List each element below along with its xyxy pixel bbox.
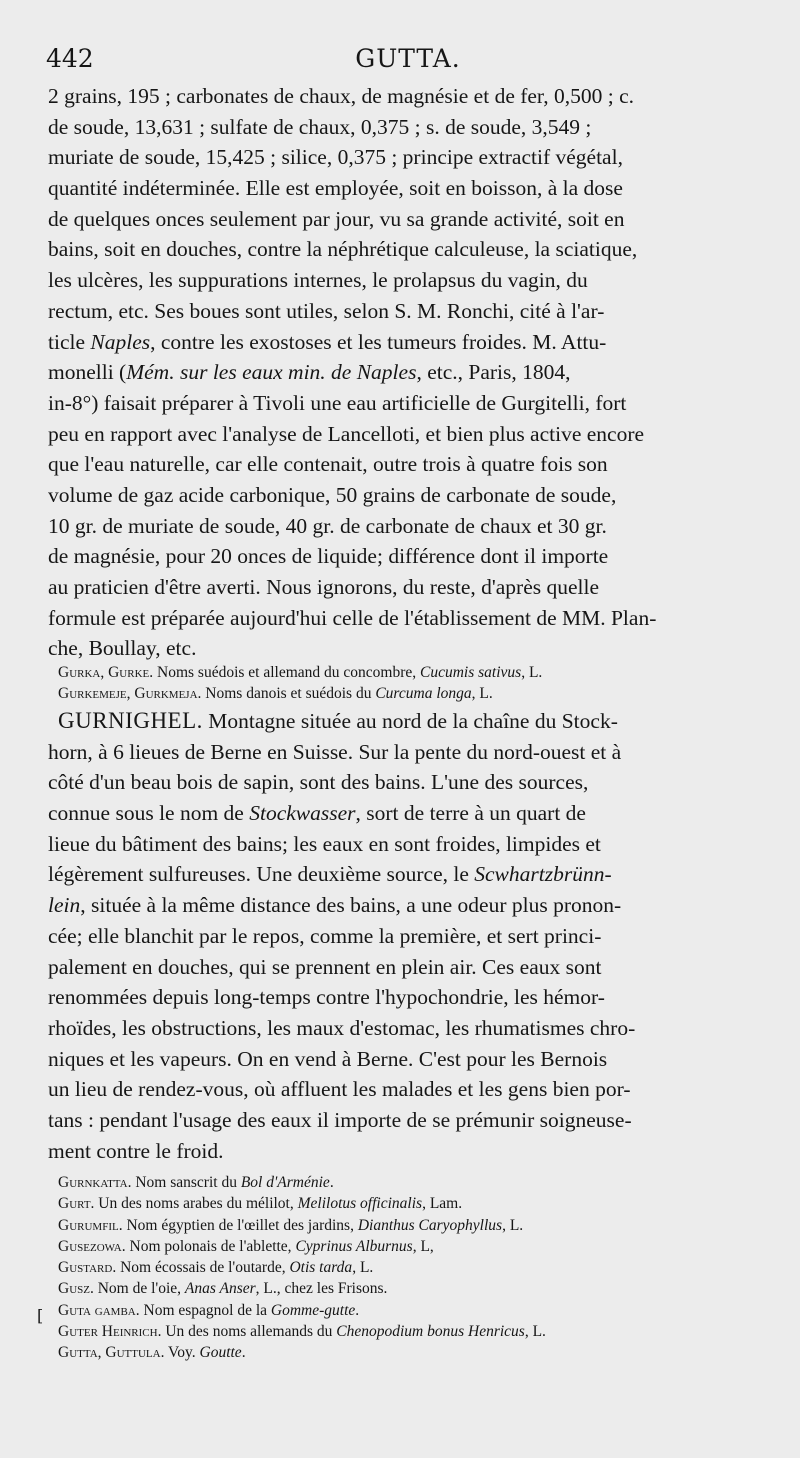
- entry-head: Gusezowa.: [58, 1237, 126, 1255]
- main-paragraph: [48, 81, 778, 664]
- entry-text: Un des noms arabes du mélilot,: [94, 1195, 298, 1213]
- dictionary-entries-a: [48, 662, 778, 705]
- italic-run: Scwhartzbrünn-: [474, 862, 612, 887]
- text-line: rectum, etc. Ses boues sont utiles, selon S. M. Ronchi, cité à l'ar-: [48, 298, 605, 323]
- entry-tail: , L.: [524, 1323, 546, 1341]
- dictionary-entry: [48, 1321, 778, 1342]
- text-line: [48, 890, 778, 921]
- entry-text: Voy.: [164, 1344, 200, 1362]
- entry-text: Un des noms allemands du: [161, 1323, 337, 1341]
- dictionary-entry: [48, 683, 778, 704]
- text-line: lieue du bâtiment des bains; les eaux en sont froides, limpides et: [48, 831, 601, 856]
- entry-text: Nom sanscrit du: [131, 1174, 241, 1191]
- dictionary-entry: [48, 1236, 778, 1257]
- entry-tail: .: [355, 1301, 360, 1319]
- text-line: formule est préparée aujourd'hui celle de l'établissement de MM. Plan-: [48, 605, 657, 630]
- entry-tail: , L,: [412, 1237, 434, 1255]
- dictionary-entry: [48, 1257, 778, 1278]
- text-line: in-8°) faisait préparer à Tivoli une eau artificielle de Gurgitelli, fort: [48, 390, 627, 415]
- entry-text: Nom de l'oie,: [93, 1280, 185, 1298]
- entry-latin: Chenopodium bonus Henricus: [336, 1323, 525, 1341]
- article-headword: GURNIGHEL.: [58, 708, 203, 733]
- text-run: Montagne située au nord de la chaîne du Stock-: [202, 709, 618, 733]
- text-run: , contre les exostoses et les tumeurs froides. M. Attu-: [150, 329, 607, 354]
- text-run: légèrement sulfureuses. Une deuxième source, le: [48, 862, 475, 887]
- running-title: GUTTA.: [355, 44, 461, 73]
- text-line: palement en douches, qui se prennent en plein air. Ces eaux sont: [48, 954, 602, 979]
- text-line: rhoïdes, les obstructions, les maux d'estomac, les rhumatismes chro-: [48, 1015, 636, 1040]
- text-run: , sort de terre à un quart de: [355, 801, 586, 826]
- text-line: [48, 706, 778, 737]
- text-line: che, Boullay, etc.: [48, 636, 197, 661]
- text-line: [48, 357, 778, 388]
- entry-latin: Cucumis sativus: [420, 664, 522, 681]
- text-line: de soude, 13,631 ; sulfate de chaux, 0,375 ; s. de soude, 3,549 ;: [48, 114, 592, 139]
- text-line: bains, soit en douches, contre la néphrétique calculeuse, la sciatique,: [48, 237, 638, 262]
- dictionary-entry: [48, 1278, 778, 1299]
- entry-head: Gutta, Guttula.: [58, 1344, 165, 1362]
- entry-latin: Dianthus Caryophyllus: [357, 1216, 503, 1234]
- text-line: tans : pendant l'usage des eaux il importe de se prémunir soigneuse-: [48, 1107, 632, 1132]
- entry-head: Gurumfil.: [58, 1216, 123, 1234]
- text-line: muriate de soude, 15,425 ; silice, 0,375 ; principe extractif végétal,: [48, 145, 623, 170]
- entry-tail: .: [329, 1174, 334, 1191]
- text-run: ticle: [48, 329, 91, 354]
- text-line: [48, 327, 778, 358]
- text-line: quantité indéterminée. Elle est employée, soit en boisson, à la dose: [48, 176, 623, 201]
- text-run: monelli (: [48, 360, 127, 385]
- dictionary-entry: [48, 1215, 778, 1236]
- italic-run: Mém. sur les eaux min. de Naples: [126, 360, 417, 385]
- entry-text: Noms danois et suédois du: [201, 685, 376, 703]
- text-line: ment contre le froid.: [48, 1138, 224, 1163]
- text-line: de quelques onces seulement par jour, vu sa grande activité, soit en: [48, 206, 625, 231]
- text-line: un lieu de rendez-vous, où affluent les malades et les gens bien por-: [48, 1077, 631, 1102]
- entry-text: Nom écossais de l'outarde,: [116, 1259, 290, 1277]
- italic-run: Stockwasser: [249, 801, 356, 826]
- text-run: , etc., Paris, 1804,: [416, 360, 571, 385]
- page-header: [46, 40, 770, 80]
- text-line: niques et les vapeurs. On en vend à Berne. C'est pour les Bernois: [48, 1046, 608, 1071]
- text-run: connue sous le nom de: [48, 801, 250, 826]
- entry-tail: .: [241, 1344, 246, 1362]
- italic-run: lein: [48, 893, 81, 918]
- entry-text: Nom égyptien de l'œillet des jardins,: [122, 1216, 358, 1234]
- dictionary-entry: [48, 662, 778, 683]
- entry-latin: Anas Anser: [184, 1280, 256, 1298]
- dictionary-entry: [48, 1342, 778, 1363]
- dictionary-entry: [48, 1172, 778, 1193]
- text-line: [48, 798, 778, 829]
- entry-head: Gustard.: [58, 1259, 117, 1277]
- entry-tail: , Lam.: [422, 1195, 463, 1213]
- page-number: 442: [46, 44, 94, 73]
- text-line: renommées depuis long-temps contre l'hypochondrie, les hémor-: [48, 985, 605, 1010]
- entry-tail: , L.: [502, 1216, 524, 1234]
- text-line: les ulcères, les suppurations internes, le prolapsus du vagin, du: [48, 268, 588, 293]
- entry-latin: Curcuma longa: [375, 685, 472, 703]
- entry-tail: , L., chez les Frisons.: [255, 1280, 388, 1298]
- entry-latin: Otis tarda: [289, 1259, 353, 1277]
- entry-latin: Melilotus officinalis: [297, 1195, 423, 1213]
- text-line: horn, à 6 lieues de Berne en Suisse. Sur la pente du nord-ouest et à: [48, 739, 622, 764]
- dictionary-entry: [48, 1300, 778, 1321]
- text-line: [48, 859, 778, 890]
- dictionary-entry: [48, 1193, 778, 1214]
- text-run: , située à la même distance des bains, a une odeur plus pronon-: [80, 893, 622, 918]
- entry-tail: , L.: [352, 1259, 374, 1277]
- dictionary-entries-b: [48, 1172, 778, 1364]
- entry-latin: Gomme-gutte: [270, 1301, 356, 1319]
- entry-text: Nom espagnol de la: [139, 1301, 271, 1319]
- entry-text: Nom polonais de l'ablette,: [125, 1237, 296, 1255]
- entry-head: Gusz.: [58, 1280, 94, 1298]
- italic-run: Naples: [90, 329, 151, 354]
- text-line: peu en rapport avec l'analyse de Lancelloti, et bien plus active encore: [48, 421, 645, 446]
- entry-latin: Goutte: [199, 1344, 242, 1362]
- text-line: côté d'un beau bois de sapin, sont des bains. L'une des sources,: [48, 770, 589, 795]
- text-line: de magnésie, pour 20 onces de liquide; différence dont il importe: [48, 544, 609, 569]
- text-line: au praticien d'être averti. Nous ignorons, du reste, d'après quelle: [48, 575, 600, 599]
- entry-head: Guta gamba.: [58, 1301, 140, 1319]
- text-line: 10 gr. de muriate de soude, 40 gr. de carbonate de chaux et 30 gr.: [48, 513, 607, 538]
- entry-text: Noms suédois et allemand du concombre,: [153, 664, 421, 681]
- entry-head: Gurnkatta.: [58, 1174, 132, 1191]
- text-line: 2 grains, 195 ; carbonates de chaux, de magnésie et de fer, 0,500 ; c.: [48, 84, 635, 108]
- entry-head: Gurkemeje, Gurkmeja.: [58, 685, 202, 703]
- gurnighel-article: [48, 706, 778, 1166]
- entry-latin: Cyprinus Alburnus: [295, 1237, 413, 1255]
- margin-bracket: [: [37, 1306, 44, 1325]
- entry-tail: , L.: [521, 664, 543, 681]
- entry-latin: Bol d'Arménie: [240, 1174, 330, 1191]
- entry-head: Gurka, Gurke.: [58, 664, 154, 681]
- text-line: que l'eau naturelle, car elle contenait, outre trois à quatre fois son: [48, 452, 608, 477]
- text-line: cée; elle blanchit par le repos, comme la première, et sert princi-: [48, 923, 602, 948]
- text-line: volume de gaz acide carbonique, 50 grains de carbonate de soude,: [48, 482, 617, 507]
- entry-head: Guter Heinrich.: [58, 1323, 162, 1341]
- entry-head: Gurt.: [58, 1195, 95, 1213]
- entry-tail: , L.: [471, 685, 493, 703]
